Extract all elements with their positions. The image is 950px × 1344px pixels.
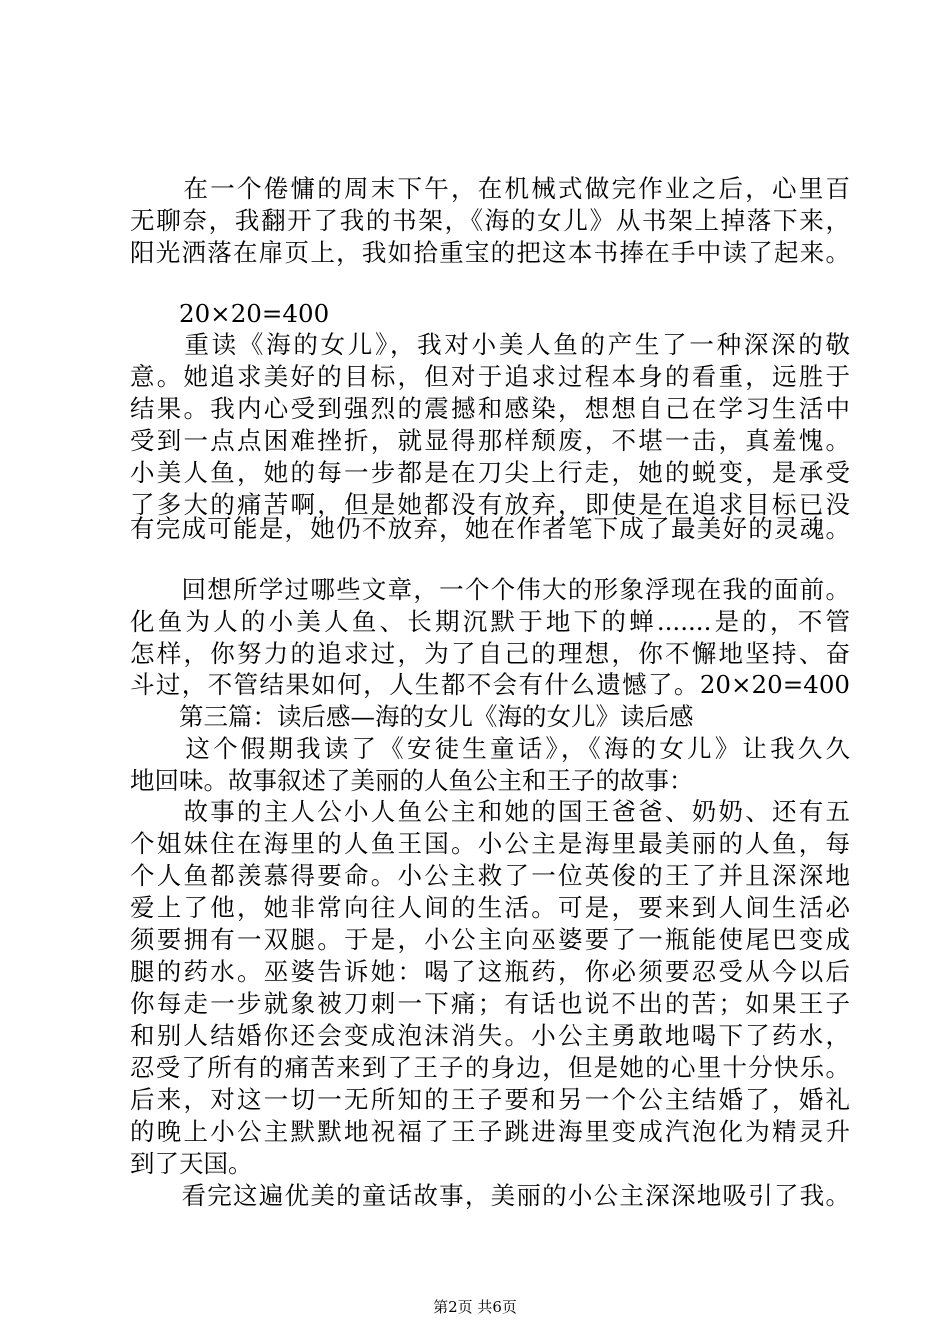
text-line: 阳光洒落在扉页上，我如拾重宝的把这本书捧在手中读了起来。 (130, 238, 850, 267)
text-line: 受到一点点困难挫折，就显得那样颓废，不堪一击，真羞愧。 (130, 426, 850, 455)
text-line: 有完成可能是，她仍不放弃，她在作者笔下成了最美好的灵魂。 (130, 514, 850, 543)
text-line: 须要拥有一双腿。于是，小公主向巫婆要了一瓶能使尾巴变成 (130, 925, 850, 954)
text-line: 你每走一步就象被刀刺一下痛；有话也说不出的苦；如果王子 (130, 989, 850, 1018)
text-line: 斗过，不管结果如何，人生都不会有什么遗憾了。20×20=400 (130, 670, 850, 699)
text-line: 爱上了他，她非常向往人间的生活。可是，要来到人间生活必 (130, 893, 850, 922)
text-line: 看完这遍优美的童话故事，美丽的小公主深深地吸引了我。 (130, 1181, 850, 1210)
text-line: 怎样，你努力的追求过，为了自己的理想，你不懈地坚持、奋 (130, 639, 850, 668)
text-line: 故事的主人公小人鱼公主和她的国王爸爸、奶奶、还有五 (130, 797, 850, 826)
text-line: 意。她追求美好的目标，但对于追求过程本身的看重，远胜于 (130, 362, 850, 391)
text-line: 和别人结婚你还会变成泡沫消失。小公主勇敢地喝下了药水， (130, 1021, 850, 1050)
text-line: 结果。我内心受到强烈的震撼和感染，想想自己在学习生活中 (130, 394, 850, 423)
text-line: 后来，对这一切一无所知的王子要和另一个公主结婚了，婚礼 (130, 1085, 850, 1114)
text-line: 地回味。故事叙述了美丽的人鱼公主和王子的故事： (130, 766, 694, 795)
text-line: 到了天国。 (130, 1149, 253, 1178)
text-line: 20×20=400 (130, 299, 330, 328)
text-line: 忍受了所有的痛苦来到了王子的身边，但是她的心里十分快乐。 (130, 1053, 850, 1082)
text-line: 了多大的痛苦啊，但是她都没有放弃，即使是在追求目标已没 (130, 490, 850, 519)
text-line: 回想所学过哪些文章，一个个伟大的形象浮现在我的面前。 (130, 575, 850, 604)
text-line: 无聊奈，我翻开了我的书架，《海的女儿》从书架上掉落下来， (130, 206, 850, 235)
text-line: 个姐妹住在海里的人鱼王国。小公主是海里最美丽的人鱼，每 (130, 829, 850, 858)
text-line: 的晚上小公主默默地祝福了王子跳进海里变成汽泡化为精灵升 (130, 1117, 850, 1146)
section-heading: 第三篇：读后感—海的女儿《海的女儿》读后感 (130, 702, 694, 731)
text-line: 化鱼为人的小美人鱼、长期沉默于地下的蝉.......是的，不管 (130, 607, 850, 636)
text-line: 个人鱼都羡慕得要命。小公主救了一位英俊的王了并且深深地 (130, 861, 850, 890)
text-line: 重读《海的女儿》，我对小美人鱼的产生了一种深深的敬 (130, 330, 850, 359)
text-line: 在一个倦慵的周末下午，在机械式做完作业之后，心里百 (130, 174, 850, 203)
text-line: 这个假期我读了《安徒生童话》，《海的女儿》让我久久 (130, 734, 850, 763)
text-line: 腿的药水。巫婆告诉她：喝了这瓶药，你必须要忍受从今以后 (130, 957, 850, 986)
text-line: 小美人鱼，她的每一步都是在刀尖上行走，她的蜕变，是承受 (130, 458, 850, 487)
page-number: 第2页 共6页 (433, 1298, 517, 1316)
